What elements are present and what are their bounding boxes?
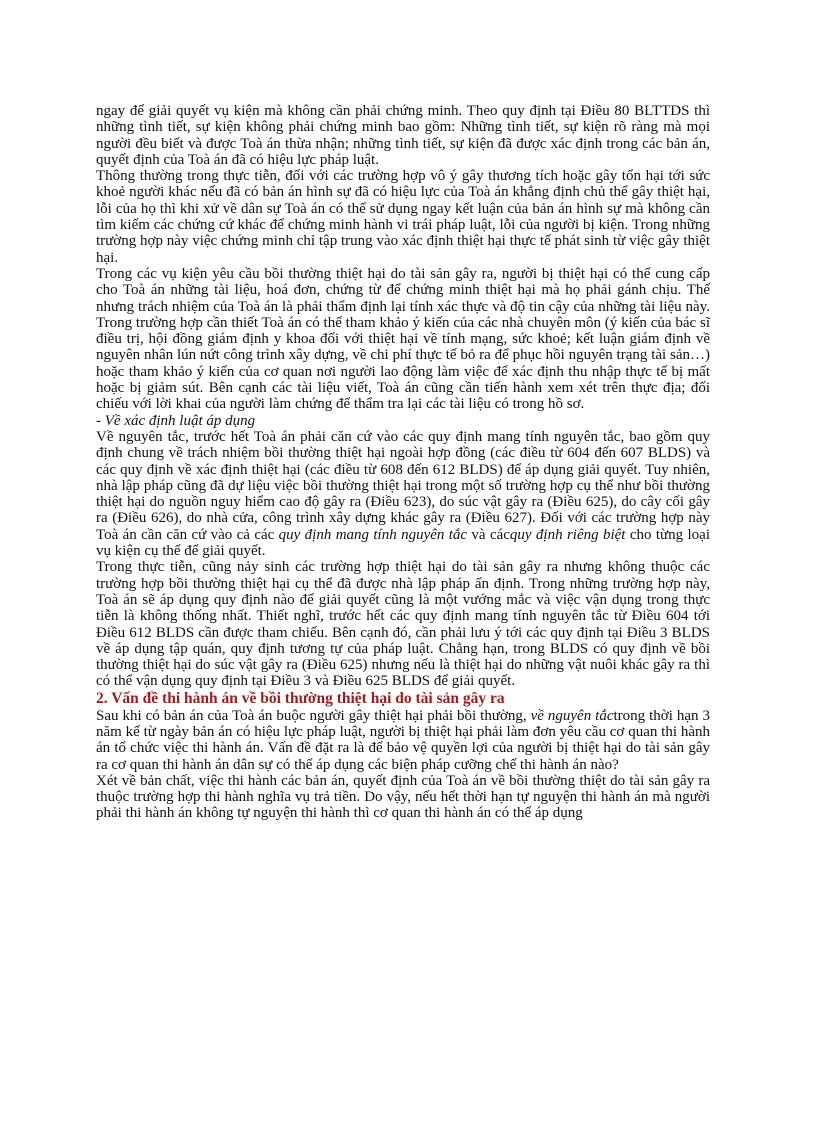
subheading-applicable-law: - Về xác định luật áp dụng <box>96 412 256 429</box>
paragraph-principles <box>96 429 710 559</box>
paragraph-practice: Trong thực tiễn, cũng nảy sinh các trường hợp thiệt hại do tài sản gây ra nhưng không thuộc các trường hợp bồi thường thiệt hại cụ thể đã được nhà lập pháp ấn định. Trong những trường hợp này, Toà án sẽ áp dụng quy định nào để giải quyết cũng là một vướng mắc và việc vận dụng trong thực tiễn là không thống nhất. Thiết nghĩ, trước hết các quy định mang tính nguyên tắc từ Điều 604 tới Điều 612 BLDS cần được tham chiếu. Bên cạnh đó, cần phải lưu ý tới các quy định tại Điều 3 BLDS về áp dụng tập quán, quy định tương tự của pháp luật. Chẳng hạn, trong BLDS có quy định về bồi thường thiệt hại do súc vật gây ra (Điều 625) nhưng nếu là thiệt hại do những vật nuôi khác gây ra thì có thể vận dụng quy định tại Điều 3 và Điều 625 BLDS để giải quyết. <box>96 559 710 690</box>
principles-italic-general: quy định mang tính nguyên tắc <box>278 526 468 543</box>
enforcement-italic: về nguyên tắc <box>530 707 614 724</box>
paragraph-enforcement-request <box>96 708 710 773</box>
paragraph-criminal-judgment: Thông thường trong thực tiễn, đối với các trường hợp vô ý gây thương tích hoặc gây tổn hại tới sức khoẻ người khác nếu đã có bản án hình sự đã có hiệu lực của Toà án khẳng định chủ thể gây thiệt hại, lỗi của họ thì khi xử về dân sự Toà án có thể sử dụng ngay kết luận của bản án hình sự mà không cần tìm kiếm các chứng cứ khác để chứng minh hành vi trái pháp luật, lỗi của người bị kiện. Trong những trường hợp này việc chứng minh chỉ tập trung vào xác định thiệt hại thực tế phát sinh từ việc gây thiệt hại. <box>96 168 710 266</box>
principles-text-mid: và các <box>467 526 510 543</box>
enforcement-text-end: trong thời hạn 3 năm kể từ ngày bản án có hiệu lực pháp luật, người bị thiệt hại phải làm đơn yêu cầu cơ quan thi hành án tổ chức việc thi hành án. Vấn đề đặt ra là để bảo vệ quyền lợi của người bị thiệt hại do tài sản gây ra cơ quan thi hành án dân sự có thể áp dụng các biện pháp cưỡng chế thi hành án nào? <box>96 707 710 773</box>
principles-text-start: Về nguyên tắc, trước hết Toà án phải căn cứ vào các quy định mang tính nguyên tắc, bao gồm quy định chung về trách nhiệm bồi thường thiệt hại ngoài hợp đồng (các điều từ 604 đến 607 BLDS) và các quy định về xác định thiệt hại (các điều từ 608 đến 612 BLDS) để áp dụng giải quyết. Tuy nhiên, nhà lập pháp cũng đã dự liệu việc bồi thường thiệt hại trong một số trường hợp cụ thể như bồi thường thiệt hại do nguồn nguy hiểm cao độ gây ra (Điều 623), do súc vật gây ra (Điều 625), do cây cối gây ra (Điều 626), do nhà cửa, công trình xây dựng khác gây ra (Điều 627). Đối với các trường hợp này Toà án cần căn cứ vào cả các <box>96 428 710 543</box>
principles-italic-specific: quy định riêng biệt <box>509 526 626 543</box>
paragraph-payment-obligation: Xét về bản chất, việc thi hành các bản án, quyết định của Toà án về bồi thường thiệt do tài sản gây ra thuộc trường hợp thi hành nghĩa vụ trả tiền. Do vậy, nếu hết thời hạn tự nguyện thi hành án mà người phải thi hành án không tự nguyện thi hành thì cơ quan thi hành án có thể áp dụng <box>96 772 710 822</box>
document-body <box>96 103 710 822</box>
paragraph-evidence-exemption: ngay để giải quyết vụ kiện mà không cần phải chứng minh. Theo quy định tại Điều 80 BLTTDS thì những tình tiết, sự kiện không phải chứng minh bao gồm: Những tình tiết, sự kiện rõ ràng mà mọi người đều biết và được Toà án thừa nhận; những tình tiết, sự kiện đã được xác định trong các bản án, quyết định của Toà án đã có hiệu lực pháp luật. <box>96 103 710 168</box>
enforcement-text-start: Sau khi có bản án của Toà án buộc người gây thiệt hại phải bồi thường, <box>96 707 531 724</box>
paragraph-damage-proof: Trong các vụ kiện yêu cầu bồi thường thiệt hại do tài sản gây ra, người bị thiệt hại có thể cung cấp cho Toà án những tài liệu, hoá đơn, chứng từ để chứng minh thiệt hại mà họ phải gánh chịu. Thế nhưng trách nhiệm của Toà án là phải thẩm định lại tính xác thực và độ tin cậy của những tài liệu này. Trong trường hợp cần thiết Toà án có thể tham khảo ý kiến của các nhà chuyên môn (ý kiến của bác sĩ điều trị, hội đồng giám định y khoa đối với thiệt hại về tính mạng, sức khoẻ; kết luận giám định về nguyên nhân lún nứt công trình xây dựng, về chi phí thực tế bỏ ra để phục hồi nguyên trạng tài sản…) hoặc tham khảo ý kiến của cơ quan nơi người lao động làm việc để xác định thu nhập thực tế bị mất hoặc bị giảm sút. Bên cạnh các tài liệu viết, Toà án cũng cần tiến hành xem xét trên thực địa; đối chiếu với lời khai của người làm chứng để thẩm tra lại các tài liệu có trong hồ sơ. <box>96 265 710 413</box>
section-heading-enforcement: 2. Vấn đề thi hành án về bồi thường thiệt hại do tài sản gây ra <box>96 689 505 707</box>
principles-text-end: cho từng loại vụ kiện cụ thể để giải quyết. <box>96 526 711 560</box>
